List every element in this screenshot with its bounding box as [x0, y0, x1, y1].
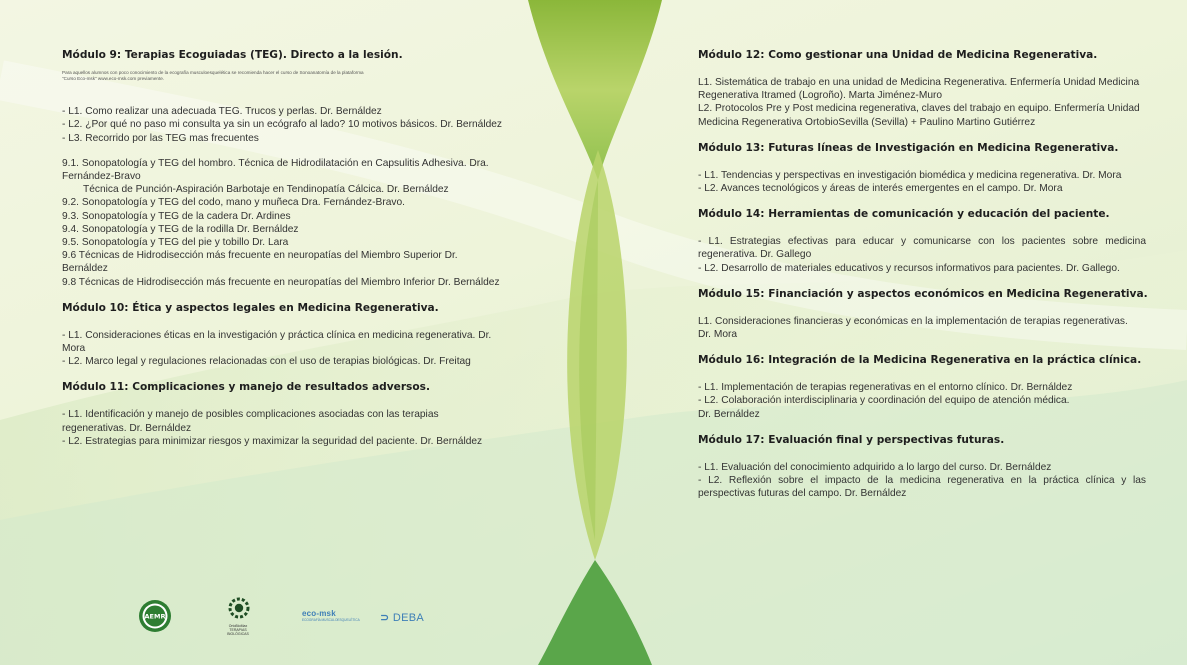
lesson-item: - L1. Identificación y manejo de posibles complicaciones asociadas con las terapias regenerativas. Dr. Bernáldez	[62, 409, 439, 434]
lesson-item: Dr. Mora	[698, 329, 738, 341]
module-14	[698, 207, 1146, 275]
lesson-item: - L2. Estrategias para minimizar riesgos y maximizar la seguridad del paciente. Dr. Bernáldez	[62, 435, 483, 447]
lesson-item: - L2. Reflexión sobre el impacto de la medicina regenerativa en la práctica clínica y las perspectivas futuras del campo. Dr. Bernáldez	[698, 475, 1146, 500]
module-13-lessons	[698, 169, 1146, 195]
topic-item: 9.6 Técnicas de Hidrodisección más frecuente en neuropatías del Miembro Superior Dr. Bernáldez	[62, 250, 458, 275]
lesson-item: - L1. Evaluación del conocimiento adquirido a lo largo del curso. Dr. Bernáldez	[698, 461, 1052, 473]
module-15-title: Módulo 15: Financiación y aspectos económicos en Medicina Regenerativa.	[698, 287, 1148, 300]
ortobiomax-logo	[228, 597, 253, 636]
lesson-item: - L2. Avances tecnológicos y áreas de interés emergentes en el campo. Dr. Mora	[698, 183, 1063, 195]
module-9-lessons	[62, 105, 504, 145]
module-9-note	[62, 70, 504, 81]
topic-item: 9.3. Sonopatología y TEG de la cadera Dr. Ardines	[62, 210, 291, 222]
ortobiomax-title: OrtoBioMax	[228, 624, 248, 628]
module-16	[698, 353, 1146, 421]
lesson-item: - L1. Consideraciones éticas en la investigación y práctica clínica en medicina regenerativa. Dr. Mora	[62, 329, 492, 355]
module-16-title: Módulo 16: Integración de la Medicina Regenerativa en la práctica clínica.	[698, 354, 1142, 367]
module-10-title: Módulo 10: Ética y aspectos legales en Medicina Regenerativa.	[62, 301, 439, 314]
lesson-item: - L2. Marco legal y regulaciones relacionadas con el uso de terapias biológicas. Dr. Freitag	[62, 356, 471, 368]
lesson-item: - L1. Como realizar una adecuada TEG. Trucos y perlas. Dr. Bernáldez	[62, 106, 382, 118]
module-14-title: Módulo 14: Herramientas de comunicación y educación del paciente.	[698, 208, 1110, 221]
ortobiomax-subtitle: TERAPIAS BIOLÓGICAS	[227, 628, 249, 636]
topic-item-indent: Técnica de Punción-Aspiración Barbotaje en Tendinopatía Cálcica. Dr. Bernáldez	[83, 184, 449, 196]
lesson-item: - L1. Implementación de terapias regenerativas en el entorno clínico. Dr. Bernáldez	[698, 382, 1073, 394]
module-9-note-line-1: Para aquellos alumnos con poco conocimiento de la ecografía musculoesquelética se recomienda hacer el curso de Sonoanatomía de la plataforma	[62, 70, 364, 75]
aemr-logo	[138, 599, 172, 638]
lesson-item: - L1. Tendencias y perspectivas en investigación biomédica y medicina regenerativa. Dr. Mora	[698, 169, 1122, 181]
module-9	[62, 48, 504, 289]
module-14-lessons	[698, 235, 1146, 275]
topic-item: 9.1. Sonopatología y TEG del hombro. Técnica de Hidrodilatación en Capsulitis Adhesiva. Dra. Fernández-Bravo	[62, 157, 489, 182]
module-17	[698, 433, 1146, 501]
module-9-title: Módulo 9: Terapias Ecoguiadas (TEG). Directo a la lesión.	[62, 49, 403, 61]
lesson-item: L2. Protocolos Pre y Post medicina regenerativa, claves del trabajo en equipo. Enfermería Unidad Medicina Regenerativa OrtobioSevilla (Sevilla) + Paulino Martino Gutiérrez	[698, 103, 1140, 128]
lesson-item: - L2. Desarrollo de materiales educativos y recursos informativos para pacientes. Dr. Gallego.	[698, 262, 1120, 274]
topic-item: 9.4. Sonopatología y TEG de la rodilla Dr. Bernáldez	[62, 223, 299, 235]
topic-item: 9.2. Sonopatología y TEG del codo, mano y muñeca Dra. Fernández-Bravo.	[62, 197, 405, 209]
ecomsk-logo	[302, 611, 360, 623]
module-10-lessons	[62, 329, 504, 369]
lesson-item: - L1. Estrategias efectivas para educar y comunicarse con los pacientes sobre medicina regenerativa. Dr. Gallego	[698, 236, 1146, 261]
deba-mark-icon: ⊃	[380, 612, 390, 624]
module-17-lessons	[698, 461, 1146, 501]
ecomsk-subtitle: ECOGRAFÍA MUSCULOESQUELÉTICA	[302, 618, 360, 622]
lesson-item: - L3. Recorrido por las TEG mas frecuentes	[62, 132, 259, 144]
module-13-title: Módulo 13: Futuras líneas de Investigación en Medicina Regenerativa.	[698, 141, 1119, 154]
lesson-item: L1. Consideraciones financieras y económicas en la implementación de terapias regenerativas.	[698, 315, 1128, 327]
right-column	[698, 48, 1146, 512]
module-9-topics	[62, 157, 504, 289]
module-17-title: Módulo 17: Evaluación final y perspectivas futuras.	[698, 433, 1005, 446]
leaf-top	[528, 0, 662, 180]
module-9-note-line-2: "Curso Eco-msk" www.eco-msk.com previamente.	[62, 75, 165, 81]
module-12-lessons	[698, 76, 1146, 129]
deba-logo-text: DEBA	[392, 612, 425, 624]
module-11	[62, 380, 504, 448]
aemr-logo-text: AEMR	[144, 612, 166, 621]
sponsor-logos	[130, 597, 430, 637]
aemr-badge-icon	[138, 599, 172, 633]
topic-item: 9.8 Técnicas de Hidrodisección más frecuente en neuropatías del Miembro Inferior Dr. Bernáldez	[62, 276, 500, 288]
lesson-item: L1. Sistemática de trabajo en una unidad de Medicina Regenerativa. Enfermería Unidad Medicina Regenerativa Itramed (Logroño). Marta Jiménez-Muro	[698, 77, 1140, 102]
module-11-lessons	[62, 408, 504, 448]
gear-cluster-icon	[228, 597, 250, 619]
module-13	[698, 141, 1146, 195]
topic-item: 9.5. Sonopatología y TEG del pie y tobillo Dr. Lara	[62, 237, 289, 249]
module-15	[698, 287, 1146, 341]
left-column	[62, 48, 504, 460]
lesson-item: - L2. ¿Por qué no paso mi consulta ya sin un ecógrafo al lado? 10 motivos básicos. Dr. Bernáldez	[62, 119, 503, 131]
module-10	[62, 301, 504, 369]
module-15-lessons	[698, 315, 1146, 341]
lesson-item: Dr. Bernáldez	[698, 408, 760, 420]
lesson-item: - L2. Colaboración interdisciplinaria y coordinación del equipo de atención médica.	[698, 395, 1070, 407]
ecomsk-title: eco-msk	[302, 609, 336, 618]
module-11-title: Módulo 11: Complicaciones y manejo de resultados adversos.	[62, 381, 430, 394]
module-16-lessons	[698, 381, 1146, 421]
deba-logo	[380, 611, 424, 624]
module-12-title: Módulo 12: Como gestionar una Unidad de Medicina Regenerativa.	[698, 49, 1098, 61]
module-12	[698, 48, 1146, 129]
